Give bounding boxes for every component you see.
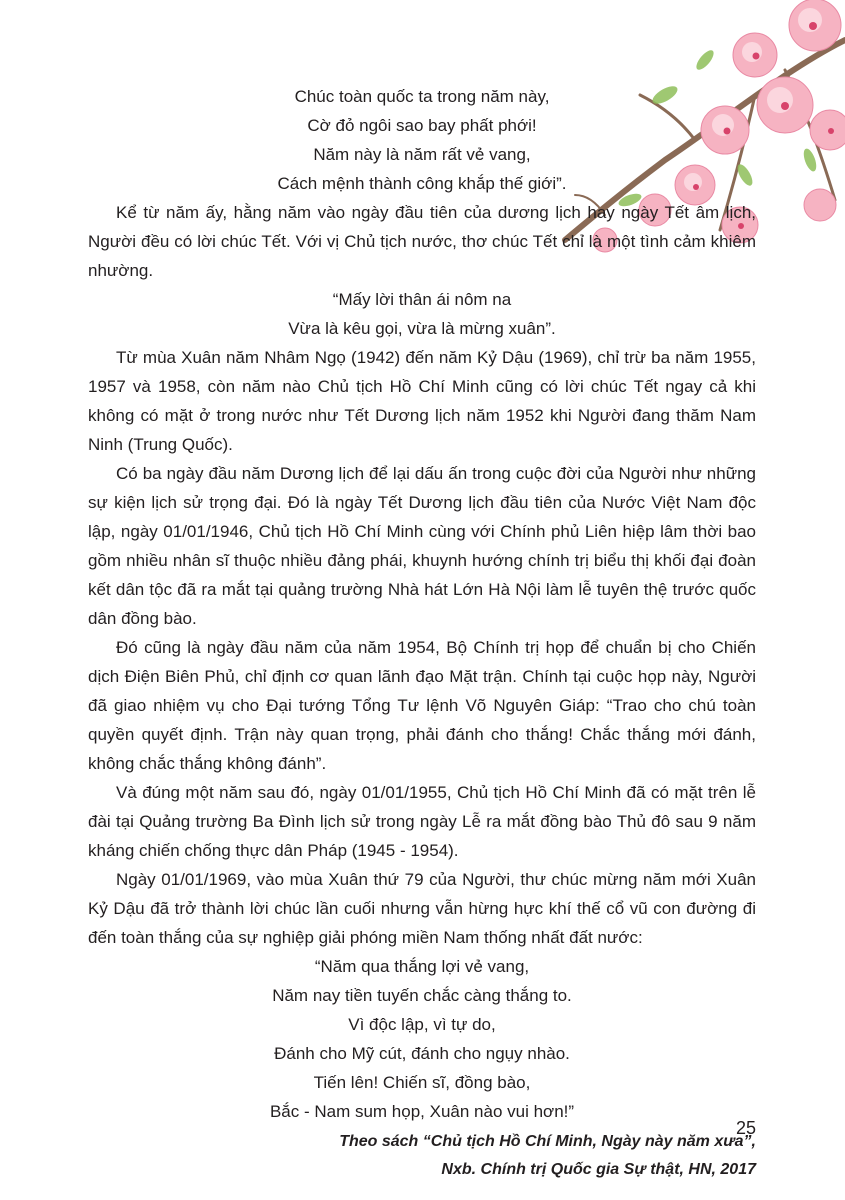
poem-new-year-greeting-ending bbox=[88, 82, 756, 198]
poem-line: Vừa là kêu gọi, vừa là mừng xuân”. bbox=[288, 319, 556, 338]
page-number: 25 bbox=[735, 1118, 756, 1138]
poem-line: Tiến lên! Chiến sĩ, đồng bào, bbox=[313, 1073, 531, 1092]
poem-line: Bắc - Nam sum họp, Xuân nào vui hơn!” bbox=[269, 1102, 575, 1121]
poem-1969-greeting bbox=[88, 952, 756, 1126]
poem-short-quote bbox=[88, 285, 756, 343]
paragraph-1969: Ngày 01/01/1969, vào mùa Xuân thứ 79 của Người, thư chúc mừng năm mới Xuân Kỷ Dậu đã trở thành lời chúc lần cuối nhưng vẫn hừng hực khí thế cổ vũ con đường đi đến toàn thắng của sự nghiệp giải phóng miền Nam thống nhất đất nước: bbox=[88, 870, 756, 947]
poem-line: Cách mệnh thành công khắp thế giới”. bbox=[277, 174, 567, 193]
paragraph-1954: Đó cũng là ngày đầu năm của năm 1954, Bộ Chính trị họp để chuẩn bị cho Chiến dịch Điện Biên Phủ, chỉ định cơ quan lãnh đạo Mặt trận. Chính tại cuộc họp này, Người đã giao nhiệm vụ cho Đại tướng Tổng Tư lệnh Võ Nguyên Giáp: “Trao cho chú toàn quyền quyết định. Trận này quan trọng, phải đánh cho thắng! Chắc thắng mới đánh, không chắc thắng không đánh”. bbox=[88, 638, 756, 773]
paragraph-three-new-years: Có ba ngày đầu năm Dương lịch để lại dấu ấn trong cuộc đời của Người như những sự kiện lịch sử trọng đại. Đó là ngày Tết Dương lịch đầu tiên của Nước Việt Nam độc lập, ngày 01/01/1946, Chủ tịch Hồ Chí Minh cùng với Chính phủ Liên hiệp lâm thời bao gồm nhiều nhân sĩ thuộc nhiều đảng phái, khuynh hướng chính trị biểu thị khối đại đoàn kết dân tộc đã ra mắt tại quảng trường Nhà hát Lớn Hà Nội làm lễ tuyên thệ trước quốc dân đồng bào. bbox=[88, 464, 756, 628]
paragraph-annual-greetings: Kể từ năm ấy, hằng năm vào ngày đầu tiên của dương lịch hay ngày Tết âm lịch, Người đều có lời chúc Tết. Với vị Chủ tịch nước, thơ chúc Tết chỉ là một tình cảm khiêm nhường. bbox=[88, 203, 756, 280]
poem-line: “Mấy lời thân ái nôm na bbox=[332, 290, 512, 309]
source-citation bbox=[88, 1128, 756, 1184]
poem-line: Đánh cho Mỹ cút, đánh cho ngụy nhào. bbox=[274, 1044, 570, 1063]
poem-line: Năm này là năm rất vẻ vang, bbox=[313, 145, 531, 164]
poem-line: Vì độc lập, vì tự do, bbox=[348, 1015, 496, 1034]
poem-line: Năm nay tiền tuyến chắc càng thắng to. bbox=[272, 986, 572, 1005]
poem-line: Cờ đỏ ngôi sao bay phất phới! bbox=[307, 116, 537, 135]
article-body bbox=[88, 82, 756, 1184]
poem-line: “Năm qua thắng lợi vẻ vang, bbox=[314, 957, 530, 976]
paragraph-greeting-years: Từ mùa Xuân năm Nhâm Ngọ (1942) đến năm Kỷ Dậu (1969), chỉ trừ ba năm 1955, 1957 và 1958, còn năm nào Chủ tịch Hồ Chí Minh cũng có lời chúc Tết ngay cả khi không có mặt ở trong nước như Tết Dương lịch năm 1952 khi Người đang thăm Nam Ninh (Trung Quốc). bbox=[88, 348, 756, 454]
source-line: Nxb. Chính trị Quốc gia Sự thật, HN, 2017 bbox=[441, 1161, 756, 1178]
source-line: Theo sách “Chủ tịch Hồ Chí Minh, Ngày này năm xưa”, bbox=[339, 1133, 756, 1150]
poem-line: Chúc toàn quốc ta trong năm này, bbox=[294, 87, 550, 106]
paragraph-1955: Và đúng một năm sau đó, ngày 01/01/1955, Chủ tịch Hồ Chí Minh đã có mặt trên lễ đài tại Quảng trường Ba Đình lịch sử trong ngày Lễ ra mắt đồng bào Thủ đô sau 9 năm kháng chiến chống thực dân Pháp (1945 - 1954). bbox=[88, 783, 756, 860]
